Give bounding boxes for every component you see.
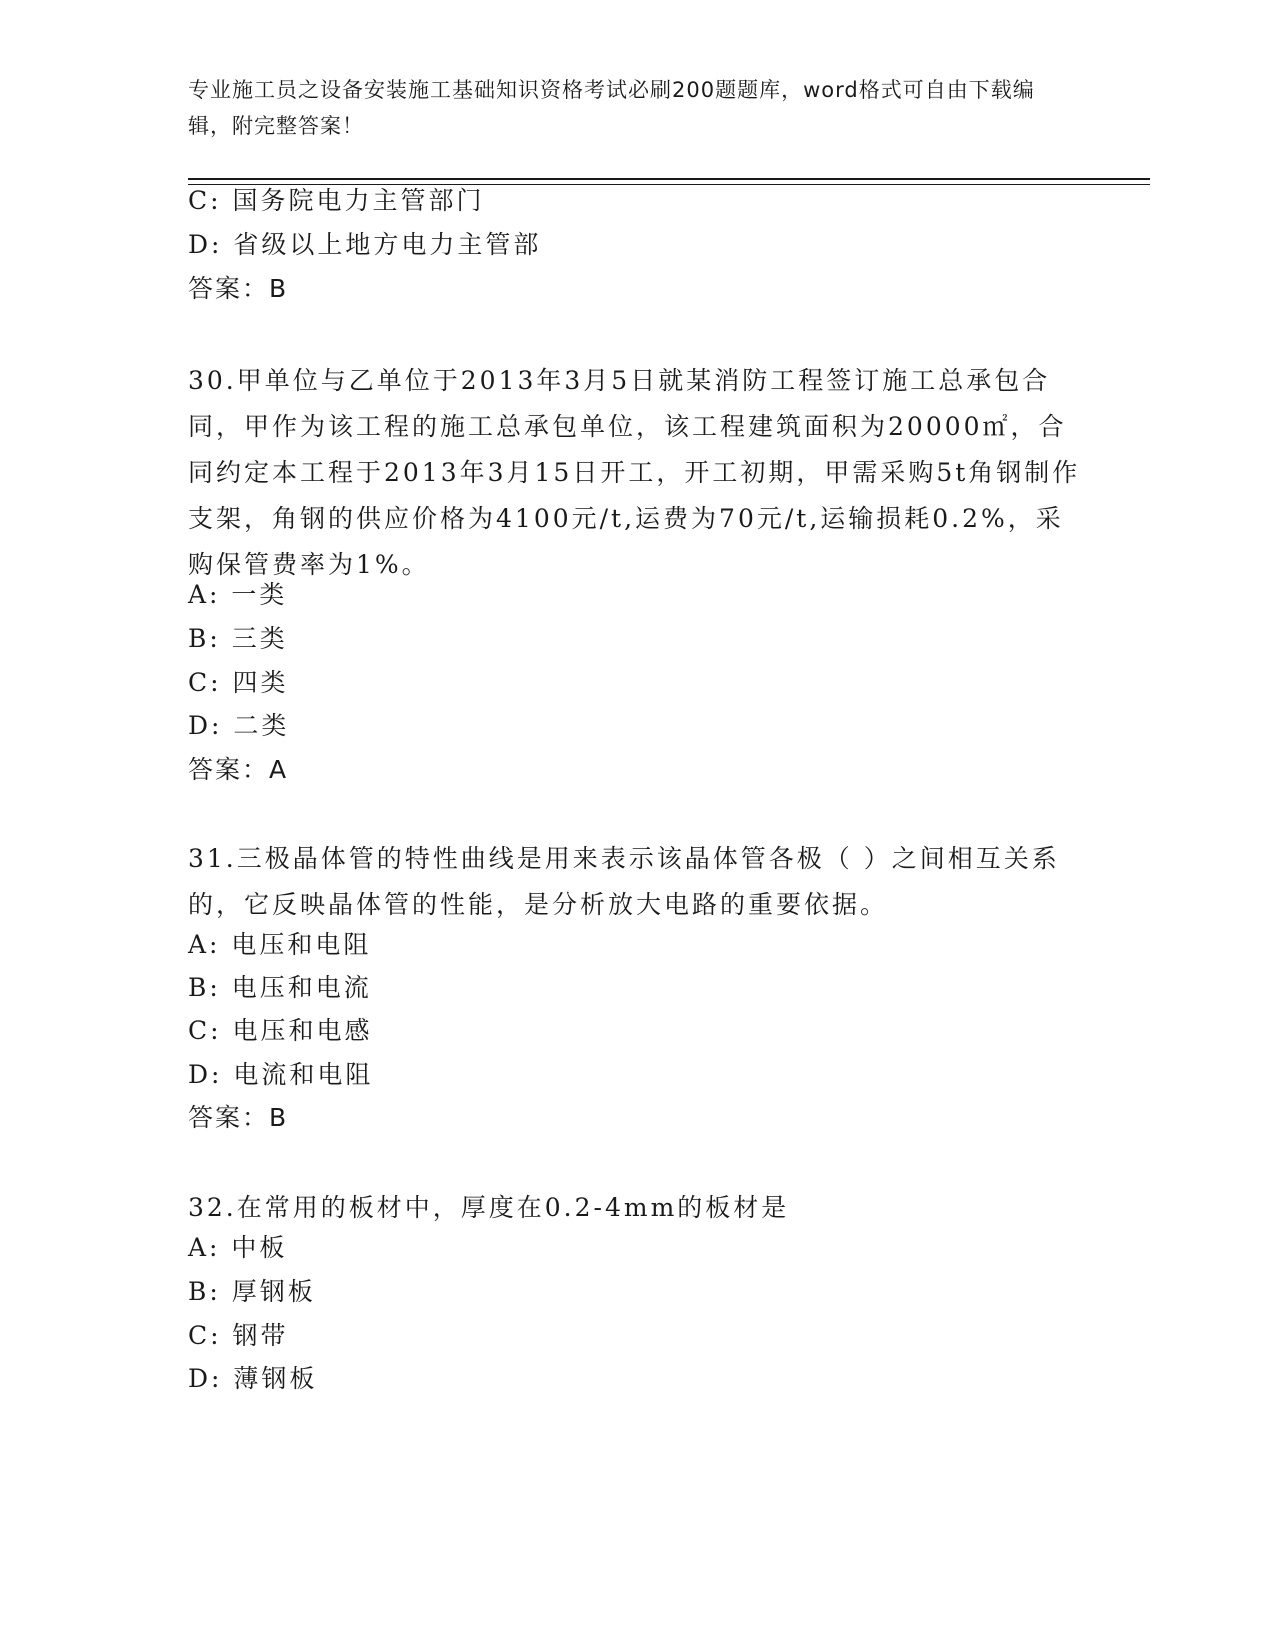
header-divider-thin [188, 184, 1150, 185]
q31-option-a: A: 电压和电阻 [188, 930, 372, 959]
document-header: 专业施工员之设备安装施工基础知识资格考试必刷200题题库，word格式可自由下载编辑，附完整答案！ [188, 78, 1035, 138]
q31-option-d: D: 电流和电阻 [188, 1060, 374, 1089]
q32-option-c: C: 钢带 [188, 1321, 289, 1350]
q32-stem: 32.在常用的板材中，厚度在0.2-4mm的板材是 [188, 1193, 790, 1222]
q30-stem: 30.甲单位与乙单位于2013年3月5日就某消防工程签订施工总承包合同，甲作为该工程的施工总承包单位，该工程建筑面积为20000㎡，合同约定本工程于2013年3月15日开工，开工初期，甲需采购5t角钢制作支架，角钢的供应价格为4100元/t,运费为70元/t,运输损耗0.2%，采购保管费率为1%。 [188, 366, 1081, 579]
q31-option-b: B: 电压和电流 [188, 973, 372, 1002]
header-divider-thick [188, 178, 1150, 180]
q31-option-c: C: 电压和电感 [188, 1016, 373, 1045]
q30-answer: 答案：A [188, 755, 289, 784]
q30-option-c: C: 四类 [188, 668, 289, 697]
q30-option-d: D: 二类 [188, 711, 290, 740]
q32-option-a: A: 中板 [188, 1233, 288, 1262]
q29-option-d: D: 省级以上地方电力主管部 [188, 230, 542, 259]
q31-stem: 31.三极晶体管的特性曲线是用来表示该晶体管各极（ ）之间相互关系的，它反映晶体管的性能，是分析放大电路的重要依据。 [188, 844, 1060, 919]
q30-option-b: B: 三类 [188, 624, 288, 653]
q29-answer: 答案：B [188, 274, 289, 303]
q31-answer: 答案：B [188, 1103, 289, 1132]
q30-option-a: A: 一类 [188, 580, 288, 609]
q32-option-d: D: 薄钢板 [188, 1364, 318, 1393]
q32-option-b: B: 厚钢板 [188, 1277, 316, 1306]
q29-option-c: C: 国务院电力主管部门 [188, 186, 485, 215]
